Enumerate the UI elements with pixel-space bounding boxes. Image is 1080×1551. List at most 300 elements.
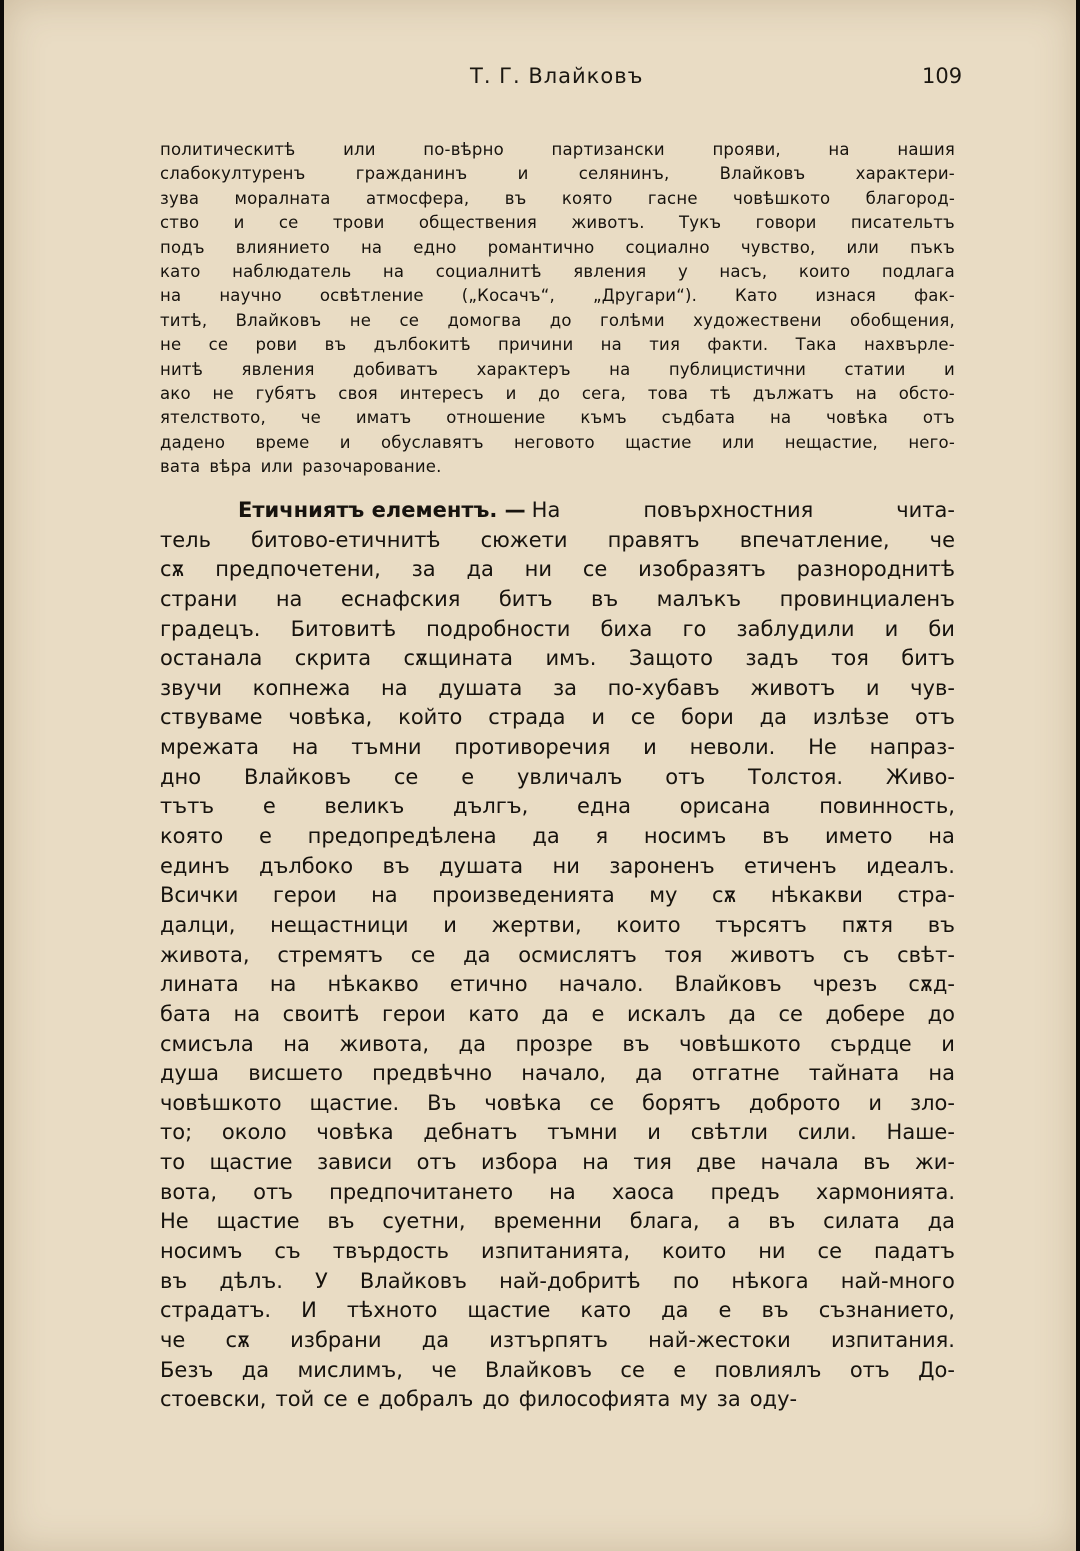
word: човѣка (484, 1090, 562, 1115)
word: се (582, 557, 608, 582)
word: съзнанието, (818, 1298, 955, 1323)
word: ни (758, 1239, 786, 1264)
text-line (160, 941, 955, 971)
word: и (865, 675, 880, 700)
text-line (160, 162, 955, 186)
word: тѣхното (346, 1298, 438, 1323)
word: изтърпятъ (489, 1327, 608, 1352)
word: въ (324, 335, 347, 355)
word: социалнитѣ (435, 261, 542, 281)
word: стоевски, (160, 1387, 267, 1412)
word: предпочитането (329, 1179, 514, 1204)
word: разочарование. (302, 457, 442, 477)
word: задъ (745, 646, 799, 671)
word: излѣзе (812, 705, 890, 730)
text-line (160, 1178, 955, 1208)
word: да (458, 1031, 486, 1056)
text-line (160, 585, 955, 615)
word: да (661, 1298, 689, 1323)
word: тия (649, 335, 681, 355)
word: въ (504, 188, 527, 208)
word: философията (518, 1387, 671, 1412)
word: дадено (160, 432, 226, 452)
word: Въ (427, 1090, 457, 1115)
word: на (609, 359, 631, 379)
word: да (759, 705, 787, 730)
word: повинность, (819, 794, 955, 819)
word: я (595, 824, 609, 849)
word: своя (338, 383, 378, 403)
word: по-вѣрно (423, 140, 504, 159)
word: обсто- (898, 383, 955, 403)
word: Толстоя. (748, 764, 844, 789)
word: изнася (815, 286, 876, 306)
word: които (616, 912, 681, 937)
word: се (208, 335, 229, 355)
word: би (928, 616, 955, 641)
page-number: 109 (922, 64, 963, 88)
word: човѣшкото (733, 188, 831, 208)
word: се (410, 942, 436, 967)
word: страда (488, 705, 566, 730)
word: щастие (216, 1209, 300, 1234)
word: се (278, 213, 299, 233)
word: въ (762, 824, 790, 849)
word: до (927, 1001, 955, 1026)
word: сюжети (480, 527, 568, 552)
word: тайната (808, 1061, 900, 1086)
word: душата (438, 675, 523, 700)
word: страдатъ. (160, 1298, 272, 1323)
word: за (552, 675, 578, 700)
word: избора (481, 1150, 558, 1175)
word: въ (927, 912, 955, 937)
word: носимъ (643, 824, 727, 849)
word: звучи (160, 675, 223, 700)
text-line (160, 1089, 955, 1119)
word: е (356, 1387, 370, 1412)
word: да (635, 1061, 663, 1086)
text-line (160, 852, 955, 882)
word: отъ (665, 764, 706, 789)
word: прояви, (712, 140, 781, 159)
text-line (160, 1296, 955, 1326)
word: освѣтление (319, 286, 424, 306)
word: не (212, 383, 234, 403)
word: у (677, 261, 688, 281)
text-line (160, 1118, 955, 1148)
word: падатъ (873, 1239, 955, 1264)
word: силата (823, 1209, 900, 1234)
word: и (884, 616, 899, 641)
word: на (269, 972, 297, 997)
text-line (160, 703, 955, 733)
word: сѫ (711, 883, 737, 908)
word: по-хубавъ (607, 675, 720, 700)
word: зароненъ (609, 853, 715, 878)
word: Влайковъ (719, 164, 806, 184)
word: до (549, 310, 572, 330)
word: отъ (914, 705, 955, 730)
text-line (160, 1207, 955, 1237)
text-line (160, 1000, 955, 1030)
text-line (160, 187, 955, 211)
word: на (360, 237, 383, 257)
word: носимъ (160, 1239, 243, 1264)
word: жи- (914, 1150, 955, 1175)
word: въ (160, 1268, 188, 1293)
word: сега, (581, 383, 627, 403)
word: титѣ, (160, 310, 208, 330)
word: изобразятъ (638, 557, 766, 582)
word: на (233, 1001, 261, 1026)
word: човѣшкото (160, 1090, 282, 1115)
word: и (517, 164, 529, 184)
word: на (382, 261, 405, 281)
word: която (160, 824, 224, 849)
word: нѣкога (731, 1268, 809, 1293)
word: въ (327, 1209, 355, 1234)
word: се (393, 764, 419, 789)
word: дългъ, (452, 794, 529, 819)
word: писательтъ (850, 213, 955, 233)
word: искалъ (626, 1001, 706, 1026)
word: добиватъ (353, 359, 439, 379)
text-line (160, 236, 955, 260)
word: да (421, 1327, 450, 1352)
word: а (727, 1209, 741, 1234)
word: и (941, 1031, 955, 1056)
text-line (160, 1326, 955, 1356)
text-line (160, 792, 955, 822)
word: оду- (749, 1387, 798, 1412)
word: идеалъ. (866, 853, 955, 878)
word: впечатление, (739, 527, 890, 552)
word: зависи (316, 1150, 393, 1175)
word: мислимъ, (297, 1357, 403, 1382)
text-line (160, 406, 955, 430)
word: не (160, 335, 182, 355)
word: на (928, 1061, 955, 1086)
word: чувство, (740, 237, 816, 257)
small-print-paragraph (160, 138, 955, 479)
word: сѫ (160, 557, 185, 582)
word: предпочетени, (215, 557, 381, 582)
word: хармонията. (815, 1179, 955, 1204)
word: вота, (160, 1179, 218, 1204)
word: стра- (897, 883, 955, 908)
word: зува (160, 188, 200, 208)
word: душа (160, 1061, 220, 1086)
word: чита- (896, 498, 955, 522)
word: животъ. (571, 213, 645, 233)
word: за (716, 1387, 741, 1412)
word: противоречия (454, 735, 611, 760)
word: Влайковъ (235, 310, 322, 330)
word: неговото (514, 432, 595, 452)
word: публицистични (668, 359, 807, 379)
word: влиянието (235, 237, 330, 257)
word: въ (590, 586, 619, 611)
word: на (770, 408, 792, 428)
word: насъ, (719, 261, 768, 281)
word: тель (160, 527, 211, 552)
word: ни (552, 853, 580, 878)
word: начала (760, 1150, 839, 1175)
word: временни (493, 1209, 602, 1234)
word: една (576, 794, 632, 819)
word: че (160, 1327, 186, 1352)
word: сѫщината (403, 646, 514, 671)
word: начало, (521, 1061, 607, 1086)
word: Тукъ (678, 213, 722, 233)
word: неволи. (689, 735, 776, 760)
word: селянинъ, (578, 164, 670, 184)
word: ятелството, (160, 408, 266, 428)
word: факти. (707, 335, 769, 355)
word: е (591, 1001, 605, 1026)
word: зло- (909, 1090, 955, 1115)
word: до (482, 1387, 510, 1412)
word: се (630, 705, 656, 730)
word: явления (573, 261, 647, 281)
word: орисана (679, 794, 771, 819)
word: името (825, 824, 893, 849)
word: моралната (234, 188, 331, 208)
word: отъ (849, 1357, 890, 1382)
word: провинциаленъ (779, 586, 955, 611)
word: И (301, 1298, 317, 1323)
word: време (255, 432, 310, 452)
word: дълбокитѣ (373, 335, 471, 355)
word: търсятъ (715, 912, 807, 937)
word: въ (622, 1031, 650, 1056)
word: ство (160, 213, 200, 233)
word: и (943, 359, 955, 379)
text-line (160, 260, 955, 284)
word: напраз- (869, 735, 955, 760)
word: партизански (551, 140, 665, 159)
word: фак- (913, 286, 955, 306)
word: благород- (865, 188, 955, 208)
word: или (846, 237, 880, 257)
word: на (371, 883, 398, 908)
word: е (262, 794, 276, 819)
word: етично (449, 972, 528, 997)
word: висшето (248, 1061, 343, 1086)
word: Не (160, 1209, 189, 1234)
text-line (160, 138, 955, 162)
word: се (817, 1239, 842, 1264)
word: или (260, 457, 294, 477)
word: художествени (693, 310, 822, 330)
word: че (929, 527, 955, 552)
word: свѣтли (690, 1120, 769, 1145)
word: по (672, 1268, 700, 1293)
text-line (160, 1356, 955, 1386)
word: ако (160, 383, 191, 403)
word: стремятъ (277, 942, 383, 967)
word: Не (808, 735, 837, 760)
word: наблюдатель (232, 261, 352, 281)
text-line (160, 431, 955, 455)
word: на (291, 735, 319, 760)
word: пъкъ (910, 237, 955, 257)
word: и (643, 735, 657, 760)
word: живота, (160, 942, 250, 967)
word: не (349, 310, 372, 330)
word: твърдость (332, 1239, 450, 1264)
word: смисъла (160, 1031, 254, 1056)
word: Влайковъ (243, 764, 352, 789)
word: нещастници (270, 912, 409, 937)
word: душата (439, 853, 524, 878)
word: подъ (160, 237, 205, 257)
word: атмосфера, (365, 188, 470, 208)
word: е (718, 1298, 732, 1323)
word: да (532, 824, 560, 849)
word: чрезъ (812, 972, 878, 997)
word: да (728, 1001, 756, 1026)
text-line (160, 1148, 955, 1178)
word: и (505, 383, 517, 403)
word: на (160, 286, 182, 306)
word: тътъ (160, 794, 215, 819)
word: произведенията (432, 883, 615, 908)
word: щастие (209, 1150, 293, 1175)
word: единъ (160, 853, 230, 878)
word: битово-етичнитѣ (251, 527, 441, 552)
text-line (160, 911, 955, 941)
word: човѣка, (288, 705, 373, 730)
word: обществения (418, 213, 537, 233)
word: около (221, 1120, 287, 1145)
word: съ (274, 1239, 301, 1264)
word: повлиялъ (714, 1357, 822, 1382)
word: добралъ (378, 1387, 474, 1412)
word: на (275, 586, 303, 611)
book-page (4, 0, 1076, 1551)
word: иматъ (355, 408, 412, 428)
word: най-много (840, 1268, 955, 1293)
word: нѣкакво (327, 972, 419, 997)
word: обуславятъ (381, 432, 484, 452)
word: живота, (339, 1031, 429, 1056)
word: градецъ. (160, 616, 261, 641)
word: тоя (664, 942, 703, 967)
word: дебнатъ (423, 1120, 518, 1145)
word: явления (241, 359, 315, 379)
word: предвѣчно (372, 1061, 493, 1086)
word: изпитания. (830, 1327, 955, 1352)
word: въ (761, 1298, 789, 1323)
word: на (549, 1179, 576, 1204)
word: се (323, 1387, 348, 1412)
word: най-добритѣ (499, 1268, 641, 1293)
word: съдбата (661, 408, 736, 428)
word: че (300, 408, 322, 428)
word: на (828, 140, 850, 159)
word: вѣра (209, 457, 252, 477)
word: на (283, 1031, 310, 1056)
word: копнежа (252, 675, 351, 700)
word: сърдце (830, 1031, 912, 1056)
word: и (339, 432, 351, 452)
word: подлага (881, 261, 955, 281)
word: заблудили (736, 616, 855, 641)
word: тъмни (547, 1120, 618, 1145)
word: на (582, 1150, 609, 1175)
word: обобщения, (850, 310, 955, 330)
word: подробности (426, 616, 571, 641)
word: Защото (628, 646, 713, 671)
word: дно (160, 764, 202, 789)
first-line-rest (532, 496, 955, 526)
word: научно (219, 286, 282, 306)
word: животъ (750, 675, 836, 700)
section-title: Етичниятъ елементъ. — (238, 498, 526, 522)
word: На (531, 498, 561, 522)
word: човѣшкото (679, 1031, 801, 1056)
word: на (855, 383, 878, 403)
word: борятъ (642, 1090, 721, 1115)
word: бори (681, 705, 734, 730)
word: скрита (294, 646, 372, 671)
word: характеръ (476, 359, 571, 379)
word: като (468, 1001, 519, 1026)
word: животъ (730, 942, 816, 967)
main-paragraph (160, 496, 955, 1415)
word: дълбоко (259, 853, 354, 878)
word: и (591, 705, 605, 730)
word: тоя (831, 646, 869, 671)
word: го (682, 616, 707, 641)
word: отъ (922, 408, 955, 428)
word: пѫтя (841, 912, 894, 937)
word: битъ (498, 586, 553, 611)
word: да (463, 942, 491, 967)
word: до (538, 383, 561, 403)
text-line (160, 1059, 955, 1089)
word: своитѣ (282, 1001, 360, 1026)
word: политическитѣ (160, 140, 296, 159)
word: на (928, 824, 955, 849)
text-line (160, 881, 955, 911)
text-line (160, 333, 955, 357)
text-line (160, 382, 955, 406)
text-line (160, 970, 955, 1000)
text-line (160, 822, 955, 852)
word: еснафския (340, 586, 461, 611)
word: и (233, 213, 245, 233)
word: Живо- (885, 764, 955, 789)
word: романтично (487, 237, 595, 257)
text-line (160, 1237, 955, 1267)
word: голѣми (600, 310, 665, 330)
word: начало. (558, 972, 644, 997)
word: суетни, (382, 1209, 466, 1234)
word: осмислятъ (518, 942, 637, 967)
word: него- (908, 432, 955, 452)
word: мрежата (160, 735, 259, 760)
word: се (778, 1001, 803, 1026)
text-line (160, 496, 955, 526)
word: предопредѣлена (307, 824, 497, 849)
text-line (160, 284, 955, 308)
running-header (4, 64, 1076, 94)
word: разнороднитѣ (796, 557, 955, 582)
word: ствуваме (160, 705, 263, 730)
